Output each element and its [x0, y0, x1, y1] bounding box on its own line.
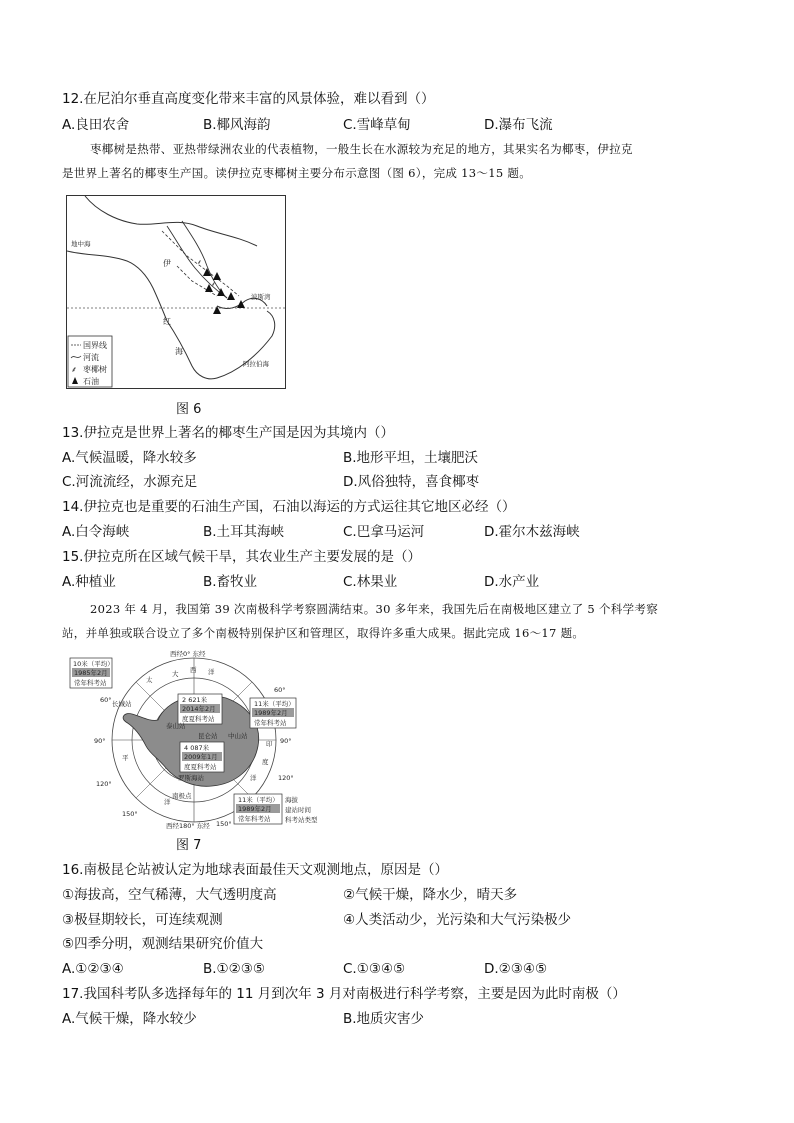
station-changcheng: 长城站: [112, 700, 132, 708]
box-zhongshan-type: 常年科考站: [254, 719, 287, 727]
svg-text:⸙: ⸙: [71, 365, 77, 374]
box-zhongshan-date: 1989年2月: [254, 709, 288, 717]
ocean-yang3: 洋: [164, 798, 171, 806]
q13-option-a: A.气候温暖，降水较多: [62, 450, 197, 466]
label-mediterranean: 地中海: [71, 240, 91, 248]
q15-option-a: A.种植业: [62, 574, 116, 590]
label-persian-gulf: 波斯湾: [251, 293, 271, 301]
figure-6-caption: 图 6: [176, 402, 202, 417]
box-kunlun-date: 2009年1月: [184, 753, 218, 761]
passage2-line1: 2023 年 4 月，我国第 39 次南极科学考察圆满结束。30 多年来，我国先后在南极地区建立了 5 个科学考察: [90, 602, 659, 616]
station-south-pole: 南极点: [172, 792, 192, 800]
q13-stem: 13.伊拉克是世界上著名的椰枣生产国是因为其境内（）: [62, 425, 394, 441]
q13-option-d: D.风俗独特，喜食椰枣: [343, 474, 480, 490]
q15-option-c: C.林果业: [343, 574, 398, 590]
q16-option-c: C.①③④⑤: [343, 961, 406, 977]
box-taishan-type: 度夏科考站: [182, 715, 215, 723]
meridian-bottom: 西经180° 东经: [166, 822, 210, 830]
box-kunlun-type: 度夏科考站: [184, 763, 217, 771]
svg-text:⸙: ⸙: [211, 280, 216, 288]
q16-stem: 16.南极昆仑站被认定为地球表面最佳天文观测地点，原因是（）: [62, 862, 448, 878]
legend-date-palm: 枣椰树: [83, 365, 107, 374]
station-kunlun: 昆仑站: [198, 732, 218, 740]
box-changcheng-date: 1985年2月: [74, 669, 108, 677]
q17-option-b: B.地质灾害少: [343, 1011, 425, 1027]
deg-e120: 120°: [278, 774, 294, 782]
label-yi: 伊: [163, 259, 171, 268]
passage2-line2: 站，并单独或联合设立了多个南极特别保护区和管理区，取得许多重大成果。据此完成 16～17 题。: [62, 626, 585, 640]
q16-statement-3: ③极昼期较长，可连续观测: [62, 912, 223, 928]
svg-text:⸙: ⸙: [197, 258, 202, 266]
deg-w120: 120°: [96, 780, 112, 788]
box-legend-type: 常年科考站: [238, 815, 271, 823]
figure-7-map: [66, 650, 322, 830]
deg-w60: 60°: [100, 696, 112, 704]
q15-option-d: D.水产业: [484, 574, 540, 590]
q14-option-c: C.巴拿马运河: [343, 524, 425, 540]
ocean-da: 大: [172, 670, 179, 678]
deg-w90: 90°: [94, 737, 106, 745]
label-arabian-sea: 阿拉伯海: [243, 360, 269, 368]
q17-option-a: A.气候干燥，降水较少: [62, 1011, 197, 1027]
deg-w150: 150°: [122, 810, 138, 818]
box-changcheng-alt: 10米（平均）: [73, 660, 114, 668]
box-zhongshan-alt: 11米（平均）: [254, 700, 295, 708]
q17-stem: 17.我国科考队多选择每年的 11 月到次年 3 月对南极进行科学考察，主要是因为此时南极（）: [62, 986, 626, 1002]
q12-option-c: C.雪峰草甸: [343, 117, 411, 133]
box-taishan-alt: 2 621米: [182, 696, 208, 704]
ocean-du: 度: [262, 758, 269, 766]
label-red-1: 红: [163, 317, 171, 326]
q16-option-a: A.①②③④: [62, 961, 124, 977]
legend-river: 河流: [83, 353, 99, 362]
box-kunlun-alt: 4 087米: [184, 744, 210, 752]
ocean-tai: 太: [146, 676, 153, 684]
box-taishan-date: 2014年2月: [182, 705, 216, 713]
ocean-yang2: 洋: [250, 774, 257, 782]
q14-option-b: B.土耳其海峡: [203, 524, 285, 540]
deg-e60: 60°: [274, 686, 286, 694]
q16-statement-2: ②气候干燥，降水少，晴天多: [343, 887, 518, 903]
box-legend-alt: 11米（平均）: [238, 796, 279, 804]
passage1-line2: 是世界上著名的椰枣生产国。读伊拉克枣椰树主要分布示意图（图 6），完成 13～15 题。: [62, 166, 531, 180]
legend-oil: 石油: [83, 377, 99, 386]
label-red-2: 海: [175, 347, 183, 356]
ocean-ping: 平: [122, 754, 129, 762]
q14-option-d: D.霍尔木兹海峡: [484, 524, 580, 540]
q14-stem: 14.伊拉克也是重要的石油生产国，石油以海运的方式运往其它地区必经（）: [62, 499, 516, 515]
q15-option-b: B.畜牧业: [203, 574, 258, 590]
iraq-map-svg: [67, 196, 285, 388]
station-ross-sea: 罗斯海站: [178, 774, 204, 782]
box-changcheng-type: 常年科考站: [74, 679, 107, 687]
q16-statement-1: ①海拔高，空气稀薄，大气透明度高: [62, 887, 277, 903]
deg-e90: 90°: [280, 737, 292, 745]
ocean-xi: 西: [190, 666, 197, 674]
passage1-line1: 枣椰树是热带、亚热带绿洲农业的代表植物，一般生长在水源较为充足的地方，其果实名为椰枣，伊拉克: [90, 142, 633, 156]
q16-statement-4: ④人类活动少，光污染和大气污染极少: [343, 912, 572, 928]
q13-option-b: B.地形平坦，土壤肥沃: [343, 450, 479, 466]
q15-stem: 15.伊拉克所在区域气候干旱，其农业生产主要发展的是（）: [62, 549, 421, 565]
legend-note-altitude: 海拔: [285, 796, 298, 804]
q14-option-a: A.白令海峡: [62, 524, 130, 540]
ocean-yang1: 洋: [208, 668, 215, 676]
q13-option-c: C.河流流经，水源充足: [62, 474, 198, 490]
legend-note-type: 科考站类型: [285, 816, 318, 824]
q16-statement-5: ⑤四季分明，观测结果研究价值大: [62, 936, 264, 952]
legend-note-date: 建站时间: [285, 806, 311, 814]
station-zhongshan: 中山站: [228, 732, 248, 740]
q12-option-b: B.椰风海韵: [203, 117, 271, 133]
box-legend-date: 1989年2月: [238, 805, 272, 813]
meridian-top: 西经0° 东经: [170, 650, 206, 658]
q12-stem: 12.在尼泊尔垂直高度变化带来丰富的风景体验，难以看到（）: [62, 91, 435, 107]
q16-option-d: D.②③④⑤: [484, 961, 548, 977]
q16-option-b: B.①②③⑤: [203, 961, 265, 977]
ocean-yin: 印: [266, 740, 273, 748]
figure-7-caption: 图 7: [176, 838, 202, 853]
q12-option-d: D.瀑布飞流: [484, 117, 553, 133]
deg-e150: 150°: [216, 820, 232, 828]
figure-6-map: [66, 195, 286, 389]
q12-option-a: A.良田农舍: [62, 117, 130, 133]
station-taishan: 泰山站: [166, 722, 186, 730]
legend-border: 国界线: [83, 341, 107, 350]
antarctica-map-svg: [66, 650, 322, 830]
